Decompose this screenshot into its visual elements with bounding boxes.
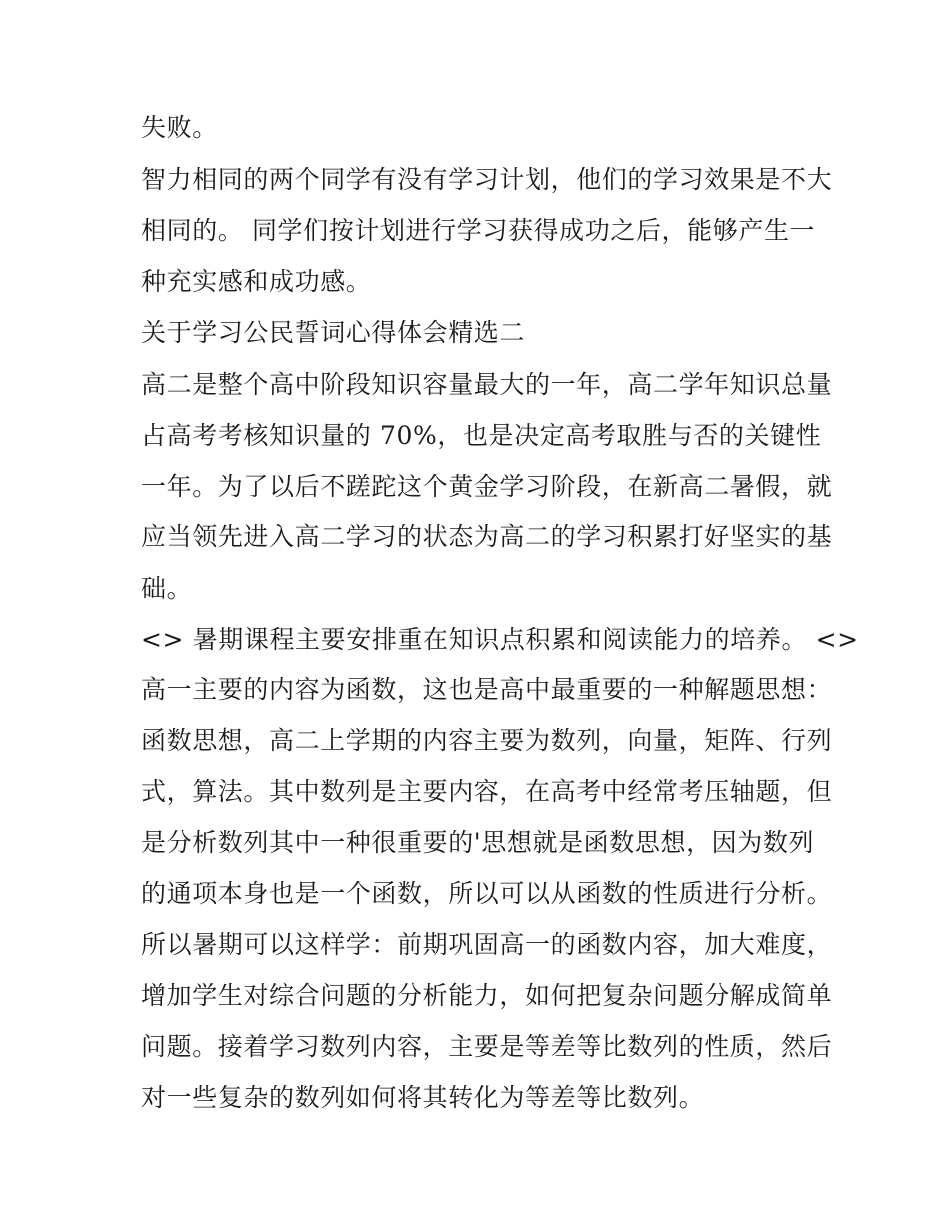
text-line: 增加学生对综合问题的分析能力，如何把复杂问题分解成简单 — [141, 981, 833, 1010]
text-line: <> 暑期课程主要安排重在知识点积累和阅读能力的培养。 <> — [141, 625, 859, 654]
text-line: 智力相同的两个同学有没有学习计划，他们的学习效果是不大 — [141, 165, 833, 194]
text-line: 相同的。 同学们按计划进行学习获得成功之后，能够产生一 — [141, 216, 816, 245]
text-line: 种充实感和成功感。 — [141, 267, 372, 296]
text-line: 础。 — [141, 574, 193, 603]
text-line: 应当领先进入高二学习的状态为高二的学习积累打好坚实的基 — [141, 522, 833, 551]
section-heading: 关于学习公民誓词心得体会精选二 — [141, 318, 526, 347]
text-line: 一年。为了以后不蹉跎这个黄金学习阶段，在新高二暑假，就 — [141, 472, 833, 501]
text-line: 的通项本身也是一个函数，所以可以从函数的性质进行分析。 — [141, 879, 833, 908]
text-line: 对一些复杂的数列如何将其转化为等差等比数列。 — [141, 1083, 705, 1112]
text-line: 所以暑期可以这样学：前期巩固高一的函数内容，加大难度， — [141, 930, 833, 959]
text-line: 是分析数列其中一种很重要的'思想就是函数思想，因为数列 — [141, 828, 815, 857]
text-line: 高二是整个高中阶段知识容量最大的一年，高二学年知识总量 — [141, 370, 833, 399]
text-line: 失败。 — [141, 113, 218, 142]
text-line: 函数思想，高二上学期的内容主要为数列，向量，矩阵、行列 — [141, 726, 833, 755]
text-line: 高一主要的内容为函数，这也是高中最重要的一种解题思想： — [141, 675, 833, 704]
text-line: 问题。接着学习数列内容，主要是等差等比数列的性质，然后 — [141, 1032, 833, 1061]
text-line: 式，算法。其中数列是主要内容，在高考中经常考压轴题，但 — [141, 777, 833, 806]
text-line: 占高考考核知识量的 70%，也是决定高考取胜与否的关键性 — [141, 421, 822, 450]
